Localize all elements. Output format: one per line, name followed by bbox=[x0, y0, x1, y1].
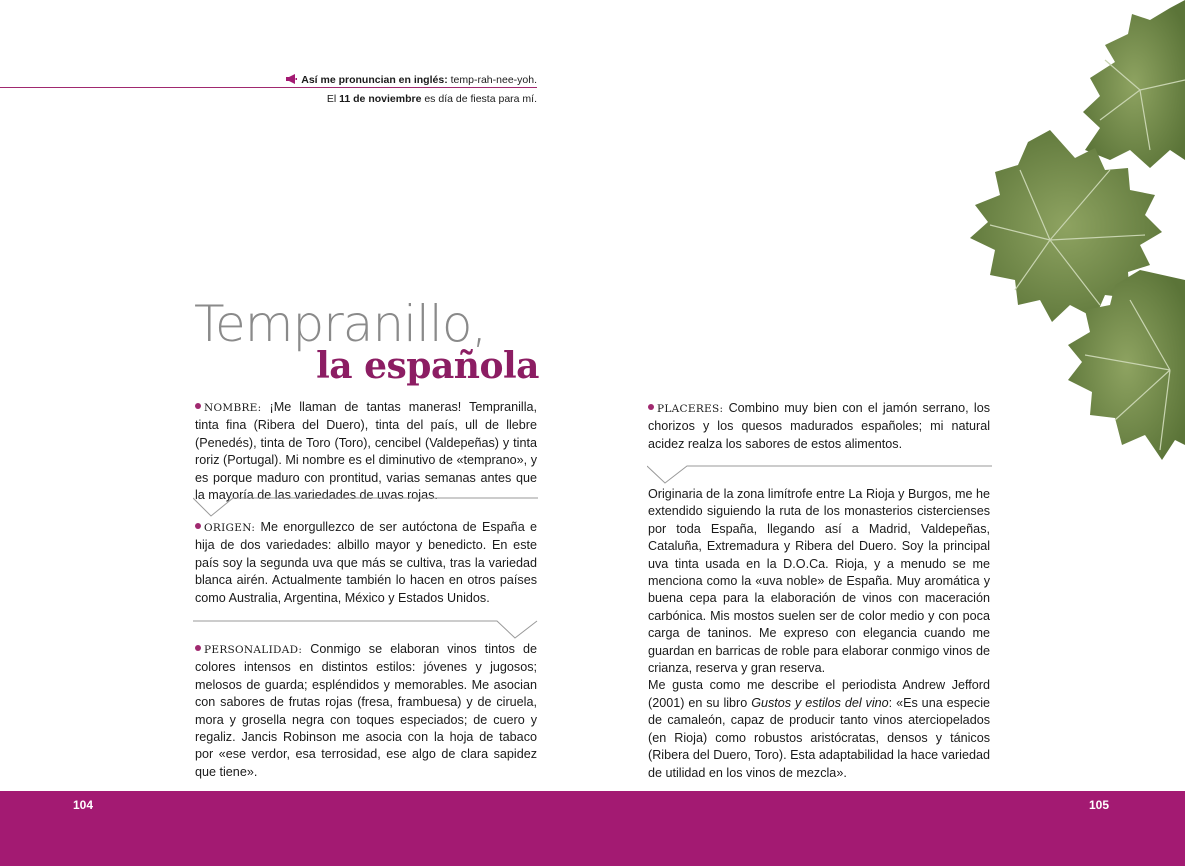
book-title: Gustos y estilos del vino bbox=[751, 695, 889, 710]
holiday-line bbox=[327, 91, 537, 107]
page-number-right: 105 bbox=[1089, 798, 1110, 812]
historia-p2-post: : «Es una especie de camaleón, capaz de producir tanto vinos aterciopelados (en Rioja) como robustos aristócratas, densos y tánicos (Ribera del Duero, Toro). Esta adaptabilidad la hace variedad de utilidad en los vinos de mezcla». bbox=[648, 695, 991, 780]
title-line-1: Tempranillo, bbox=[194, 295, 487, 353]
section-label: PERSONALIDAD: bbox=[204, 644, 303, 656]
divider-chevron-right bbox=[193, 618, 538, 642]
holiday-date: 11 de noviembre bbox=[339, 93, 422, 105]
grape-leaves-illustration bbox=[900, 0, 1185, 480]
bullet-icon bbox=[195, 403, 201, 409]
section-label: PLACERES: bbox=[657, 403, 724, 415]
divider-chevron-left bbox=[193, 496, 538, 520]
section-label: ORIGEN: bbox=[204, 522, 256, 534]
section-personalidad bbox=[195, 641, 537, 781]
pronunciation-line bbox=[286, 72, 537, 88]
historia-paragraph-2 bbox=[648, 677, 990, 781]
pronunciation-rule bbox=[0, 87, 537, 88]
historia-paragraph-1: Originaria de la zona limítrofe entre La Rioja y Burgos, me he extendido siguiendo la ruta de los monasterios cistercienses por toda España, llegando así a Madrid, Valdepeñas, Cataluña, Extremadura y Ribera del Duero. Soy la principal uva tinta usada en la D.O.Ca. Rioja, y a menudo se me menciona como la «uva noble» de España. Muy aromática y buena cepa para la elaboración de vinos con maceración carbónica. Mis mostos suelen ser de color medio y con poca carga de taninos. Me expreso con elegancia cuando me guardan en barricas de roble para elaborar conmigo vinos de crianza, reserva y gran reserva. bbox=[648, 487, 990, 676]
holiday-post: es día de fiesta para mí. bbox=[424, 93, 537, 105]
section-nombre bbox=[195, 399, 537, 504]
section-text: Combino muy bien con el jamón serrano, los chorizos y los quesos madurados españoles; mi natural acidez realza los sabores de estos alimentos. bbox=[648, 401, 991, 451]
bullet-icon bbox=[195, 523, 201, 529]
pronunciation-label: Así me pronuncian en inglés: bbox=[301, 74, 448, 86]
title-line-2: la española bbox=[316, 345, 539, 387]
megaphone-icon bbox=[286, 74, 297, 84]
holiday-pre: El bbox=[326, 93, 337, 105]
section-origen bbox=[195, 519, 537, 607]
section-label: NOMBRE: bbox=[204, 402, 262, 414]
section-historia bbox=[648, 486, 990, 782]
section-text: ¡Me llaman de tantas maneras! Tempranilla, tinta fina (Ribera del Duero), tinta del país, ull de llebre (Penedés), tinta de Toro (Toro), cencibel (Valdepeñas) y tinta roriz (Portugal). Mi nombre es el diminutivo de «temprano», y es porque maduro con prontitud, varias semanas antes que la mayoría de las variedades de uvas rojas. bbox=[195, 400, 537, 503]
historia-p2-pre: Me gusta como me describe el periodista Andrew Jefford (2001) en su libro bbox=[648, 678, 990, 710]
bullet-icon bbox=[648, 404, 654, 410]
bullet-icon bbox=[195, 645, 201, 651]
page-number-left: 104 bbox=[73, 798, 94, 812]
section-text: Me enorgullezco de ser autóctona de España e hija de dos variedades: albillo mayor y benedicto. En este país soy la segunda uva que más se cultiva, tras la variedad blanca airén. Actualmente también lo hacen en otros países como Australia, Argentina, México y Estados Unidos. bbox=[195, 520, 537, 605]
footer-bar bbox=[0, 791, 1185, 866]
section-text: Conmigo se elaboran vinos tintos de colores intensos en distintos estilos: jóvenes y jugosos; melosos de guarda; espléndidos y memorables. Me asocian con sabores de frutas rojas (fresa, frambuesa) y de ciruela, mora y grosella negra con toques especiados; de cuero y regaliz. Jancis Robinson me asocia con la hoja de tabaco por «ese verdor, esa terrosidad, ese algo de clara sapidez que tiene». bbox=[195, 642, 537, 779]
pronunciation-value: temp-rah-nee-yoh. bbox=[450, 74, 537, 86]
